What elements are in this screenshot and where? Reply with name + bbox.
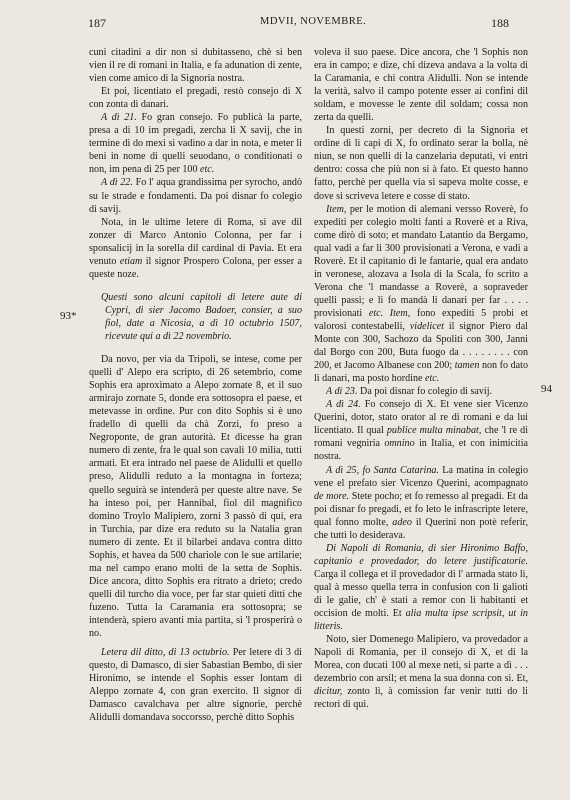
paragraph	[89, 216, 302, 281]
letter-heading: Di Napoli di Romania, di sier Hironimo Baffo, capitanio e provedador, do letere justificatorie.	[314, 542, 528, 567]
paragraph	[89, 176, 302, 215]
entry-date: A dì 22.	[101, 177, 133, 189]
right-column	[314, 46, 528, 711]
page-number-left: 187	[88, 16, 106, 30]
latin-phrase: alia multa ipse scripsit, ut in litteris.	[314, 608, 528, 633]
paragraph	[89, 646, 302, 724]
latin-word: omnino	[384, 438, 415, 450]
entry-text: Fo gran consejo. Fo publicà la parte, presa a dì 10 im pregadi, zercha li X savij, che in termine di do mexi si vadino a dar in nota, e meter li beni in nome di quelli seuodano, o conditionati o non, im pena di 25 per 100	[89, 112, 303, 176]
etc-text: etc.	[200, 164, 215, 176]
paragraph: Da novo, per via da Tripoli, se intese, come per quelli d' Alepo era scripto, di 26 setembrio, come Sophis era aproximato a Alepo zornate 8, et il suo armirajo zornate 5, donde era sottosopra el paese, et metevasse in ordine. Pur con dito Sophis si è uno fradello di quelli da chà Zorzi, fo preso a Negroponte, de gran autorità. Et dicesse ha gran numero di zente, fra le qual son cavali 10 milia, tutti armati. Et era intrado nel paese de Alidulli et quello preso, Alidulli reduto a la montagna in forteza; quello seguirà se intenderà per queste altre nave. Se ha inteso poi, per Hannibal, fiol dil magnifico domino Troylo Malipiero, zorni 3 passò di qui, era in Turchia, par dize era reduto su la Natalia gran numero di zente. Et il bilarbei andava contra ditto Sophis, et havea da 500 chariole con le sue artilarie; ma nel campo erano molti de la setta de Sophis. Dice ancora, ditto Sophis era ritrato a drieto; credo quelli dil turcho dia voce, per far star quieti ditti che fuzeno. Tutta la Caramania era sottosopra; se intenderà, spiero avanti mia partita, si 'l prosperirà o no.	[89, 354, 302, 640]
entry-text: non fo dato li danari, ma posto hordine	[314, 360, 528, 385]
letter-heading: Letera dil ditto, di 13 octubrio.	[101, 647, 230, 659]
latin-phrase: de more.	[314, 490, 350, 502]
entry-date: A dì 21.	[101, 112, 137, 124]
running-title: MDVII, NOVEMBRE.	[260, 16, 367, 27]
entry-text: che 'l re di romani vegniria	[314, 425, 529, 450]
entry-text: Fo consejo di X. Et vene sier Vicenzo Querini, dotor, stato orator al re di romani e da lui licentiato. Il qual	[314, 399, 528, 437]
entry-text: Carga il collega et il provedador di l' armada stato lì, qual à messo quella terra in confusion con li galioti di le galie, ch' è stati a remor con li habitanti et occision de molti. Et	[314, 568, 528, 620]
latin-phrase: publice multa minabat,	[386, 425, 482, 437]
entry-text: La matina in colegio vene el prefato sier Vicenzo Querini, acompagnato	[314, 464, 528, 489]
entry-text: il signor Prospero Colona, per esser a queste noze.	[89, 255, 303, 280]
latin-word: etiam	[119, 255, 143, 267]
paragraph: cuni citadini a dir non si dubitasseno, chè si ben vien il re di romani in Italia, e fa adunation di zente, vien come amico di la Signoria nostra.	[89, 47, 302, 85]
entry-text: per le motion di alemani versso Roverè, fo expediti per colegio molti fanti a Roverè et a Riva, come dirò di soto; et mandato Latantio da Bergamo, qual vadi a far li 300 provisionati a Verona, e vadi a Roverè. Et il capitanio di le fantarie, qual era andato in veronese, alozava a Isola di la Scala, fo scrito a Verona che 'l mandasse a Roverè, a sopraveder quelli passi; e li fo mandà li danari per far . . . . provisionati	[314, 203, 528, 319]
entry-date: A dì 25, fo Santa Catarina.	[326, 464, 439, 476]
paragraph	[314, 398, 528, 463]
paragraph	[314, 385, 528, 398]
entry-text: Stete pocho; et fo remesso al pregadi. Et da poi disnar fo pregadi, et fo leto le infrascripte letere, qual fonno molte,	[314, 490, 528, 528]
latin-word: dicitur,	[314, 686, 343, 698]
latin-word: etc. Item,	[368, 307, 411, 319]
latin-word: tamen	[454, 360, 480, 372]
entry-text: in Italia, et con inimicitia nostra.	[314, 438, 528, 463]
latin-word: adeo	[392, 516, 412, 528]
left-column	[89, 46, 302, 724]
paragraph	[314, 633, 528, 711]
margin-column-number-left: 93*	[60, 310, 77, 322]
entry-date: A dì 24.	[326, 399, 361, 411]
latin-word: videlicet	[409, 320, 444, 332]
page-number-right: 188	[491, 16, 509, 30]
paragraph: voleva il suo paese. Dice ancora, che 'l Sophis non era in campo; e dize, chi dizeva andava a la volta di la Caramania, e chi contra Alidulli. Non se intende la verità, salvo il campo potente esser ai confini dil soldam, e movesse le zente dil soldam; cossa non zerta da quelli.	[314, 47, 528, 124]
entry-text: Per letere di 3 di questo, di Damasco, di sier Sabastian Bembo, di sier Hironimo, se intende el Sophis esser lontam di Aleppo zornate 4, con gran exercito. Il signor di Damasco cavalchava per altre signorie, perchè Alidulli domandava soccorsso, perchè ditto Sophis	[89, 647, 302, 724]
paragraph	[314, 464, 528, 542]
page-header	[0, 16, 570, 36]
entry-text: il Querini non potè referir, che tutti lo desiderava.	[314, 516, 528, 541]
entry-text: Nota, in le ultime letere di Roma, si ave dil zonzer di Marco Antonio Colonna, per far i sponsalicij in la sorella dil cardinal di Pavia. Et era venuto	[89, 216, 302, 267]
entry-text: fono expediti 5 probi et valorosi contestabelli,	[314, 307, 528, 332]
paragraph: In questi zorni, per decreto di la Signoria et ordine di li capi di X, fo ordinato serar la bolla, nè niun, se non quelli di la canzelaria deputati, vi entri dentro: cossa che più non si à fato. Et questo hanno fatto, perchè per quella via si sapeva molte cosse, e dove si scriveva letere e cosse di stato.	[314, 125, 528, 202]
entry-date: A dì 23.	[326, 386, 358, 398]
entry-text: il signor Piero dal Monte con 300, Sachozo da Spoliti con 300, Janni dal Borgo con 200, Buta fuogo da . . . . . . . . con 200, et Jacomo Albanese con 200;	[314, 320, 528, 372]
entry-text: zonto lì, à comission far venir tutti do li rectori di qui.	[314, 686, 528, 711]
paragraph	[314, 542, 528, 633]
paragraph	[314, 203, 528, 386]
paragraph: Et poi, licentiato el pregadi, restò consejo di X con zonta di danari.	[89, 86, 302, 111]
entry-text: Fo l' aqua grandissima per syrocho, andò su le strade e fondamenti. Da poi disnar fo colegio di savij.	[89, 177, 302, 215]
entry-text: Noto, sier Domenego Malipiero, va provedador a Napoli di Romania, per il consejo di X, et di la Morea, con ducati 100 al mexe neti, si parte a dì . . . dezembrio con arsil; et mena la sua donna con si. Et,	[314, 634, 528, 685]
margin-column-number-right: 94	[541, 383, 552, 395]
etc-text: etc.	[425, 373, 440, 385]
section-heading: Questi sono alcuni capitoli di letere aute di Cypri, di sier Jacomo Badoer, consier, a suo fiol, date a Nicosia, a dì 10 octubrio 1507, ricevute qui a dì 22 novembrio.	[101, 291, 302, 342]
paragraph	[89, 111, 302, 176]
latin-word: Item,	[326, 203, 347, 215]
entry-text: Da poi disnar fo colegio di savij.	[357, 386, 493, 398]
